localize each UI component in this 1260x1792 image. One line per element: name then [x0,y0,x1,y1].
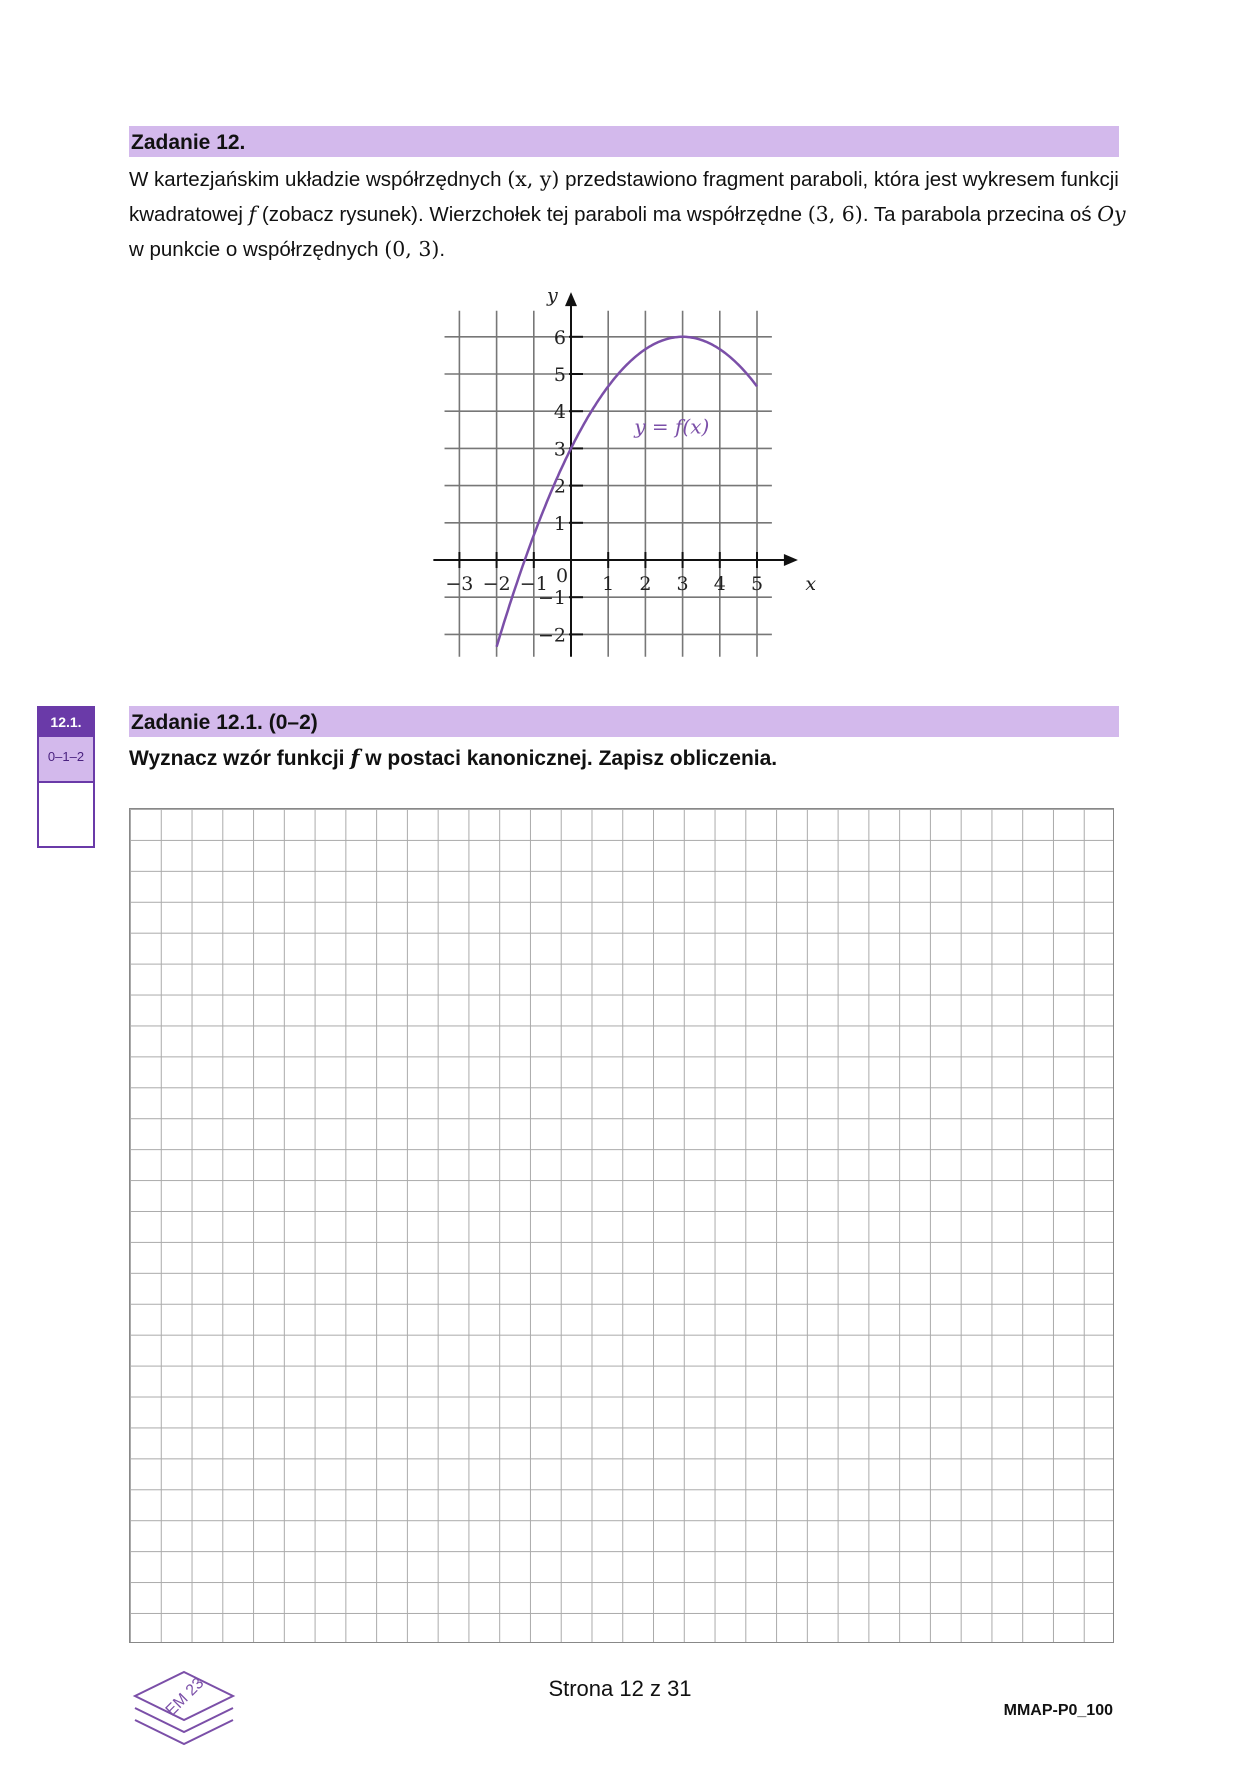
y-tick-label: 4 [553,401,566,424]
math: f [248,202,257,226]
x-tick-label: 3 [676,573,689,595]
y-tick-label: 2 [553,475,566,498]
x-tick-label: 1 [602,573,615,595]
text: przedstawiono fragment paraboli, która jest wykresem funkcji kwadratowej [129,168,1119,226]
x-axis-arrow [784,554,798,566]
subtask-points: 0–1–2 [39,737,93,783]
text: Wyznacz wzór funkcji [129,747,351,770]
x-tick-label: 4 [713,573,726,595]
parabola-graph [425,276,817,666]
page-number: Strona 12 z 31 [548,1676,692,1701]
task-header [129,126,1119,157]
math: (3, 6) [807,202,863,226]
math: (x, y) [507,167,560,191]
y-tick-label: 5 [553,364,566,386]
subtask-header [129,706,1119,737]
math: Oy [1097,202,1126,226]
text: W kartezjańskim układzie współrzędnych [129,168,508,191]
origin-label: 0 [555,565,569,587]
task-title: Zadanie 12. [131,131,246,154]
parabola-curve [497,337,757,647]
x-axis-label: x [805,573,817,595]
task-description [129,162,1129,267]
math: (0, 3) [384,237,440,261]
x-tick-label: −2 [482,573,511,595]
x-tick-label: −3 [445,573,474,595]
svg-text:EM 23: EM 23 [162,1674,208,1720]
subtask-instruction [129,745,777,771]
score-box [37,706,95,848]
y-tick-label: 1 [553,512,566,535]
subtask-title: Zadanie 12.1. (0–2) [131,711,318,734]
x-tick-label: 2 [639,573,652,595]
y-tick-label: 3 [553,438,566,461]
y-axis-arrow [565,292,577,306]
x-tick-label: 5 [750,573,764,595]
text: (zobacz rysunek). Wierzchołek tej paraboli ma współrzędne [256,203,808,226]
text: w postaci kanonicznej. Zapisz obliczenia. [359,747,778,770]
y-axis-label: y [547,284,558,307]
math: f [350,745,360,770]
y-tick-label: 6 [553,326,566,349]
text: . Ta parabola przecina oś [862,203,1098,226]
text: . [439,238,446,261]
function-label: y = f(x) [634,414,710,439]
answer-grid[interactable] [129,808,1114,1643]
subtask-number: 12.1. [39,708,93,737]
exam-code: MMAP-P0_100 [1003,1702,1113,1719]
y-tick-label: −1 [537,587,566,610]
text: w punkcie o współrzędnych [129,238,385,261]
y-tick-label: −2 [537,624,566,647]
x-tick-label: −1 [519,573,548,595]
